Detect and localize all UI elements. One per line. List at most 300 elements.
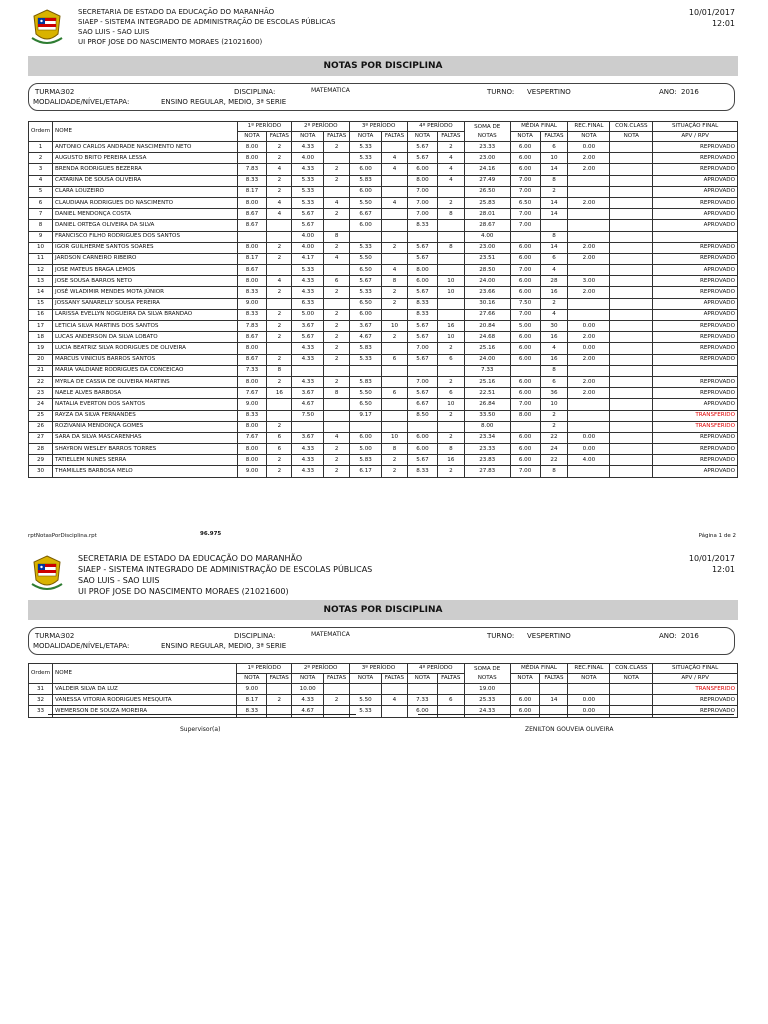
grade-cell: 2 [267,466,292,477]
grade-cell: 8.33 [237,410,267,421]
grade-cell: 2.00 [568,197,610,208]
grade-cell: 2 [267,376,292,387]
modalidade-value: ENSINO REGULAR, MEDIO, 3ª SERIE [161,642,287,650]
grade-cell: 8.17 [237,253,267,264]
grade-cell: 26.50 [464,186,510,197]
grade-cell [568,209,610,220]
grade-cell [610,410,653,421]
grade-cell: 4.00 [292,231,324,242]
grade-cell [610,209,653,220]
status-cell: TRANSFERIDO [653,684,738,695]
grade-cell: 3.67 [350,321,382,332]
grade-cell: 5.33 [292,265,324,276]
grade-cell: 2 [540,421,568,432]
class-info-box [28,83,735,111]
grade-cell: 4 [382,197,408,208]
grade-cell [408,231,438,242]
state-crest-icon [30,8,64,46]
grade-cell: 8.00 [237,276,267,287]
header-line: SIAEP - SISTEMA INTEGRADO DE ADMINISTRAÇÃO DE ESCOLAS PÚBLICAS [78,565,373,574]
report-page-2 [0,546,768,714]
grade-cell: 20 [29,354,53,365]
grade-cell: 8.67 [237,265,267,276]
status-cell: REPROVADO [653,376,738,387]
col-periodo-4: 4º PERÍODO [407,664,464,674]
report-code: 96.975 [200,531,222,537]
grade-cell: 6.00 [350,186,382,197]
grade-cell: 4.33 [292,164,324,175]
grade-cell: 6.67 [350,209,382,220]
grade-cell: 8.00 [237,343,267,354]
table-row [29,684,738,695]
student-name: IGOR GUILHERME SANTOS SOARES [53,242,237,253]
grade-cell: 23.34 [464,432,510,443]
grade-cell: 7.00 [510,209,540,220]
grade-cell: 2 [437,410,464,421]
grade-cell: 2 [437,466,464,477]
grade-cell: 4 [267,209,292,220]
grade-cell: 2 [324,332,350,343]
table-row [29,209,738,220]
print-time: 12:01 [711,565,735,574]
col-ordem: Ordem [29,122,53,142]
grade-cell: 5.83 [350,175,382,186]
col-periodo-4: 4º PERÍODO [408,122,465,132]
grade-cell: 24.33 [464,706,510,717]
grade-cell: 7.00 [510,466,540,477]
grade-cell [407,684,437,695]
grade-cell: 3.67 [292,388,324,399]
status-cell: TRANSFERIDO [653,421,738,432]
grade-cell [382,399,408,410]
grade-cell: 5.33 [350,287,382,298]
grade-cell: 5.33 [292,186,324,197]
grade-cell [610,321,653,332]
grade-cell: 5.67 [292,209,324,220]
grade-cell: 0.00 [568,444,610,455]
header-line: SAO LUIS - SAO LUIS [78,576,160,585]
ano-value: 2016 [681,632,699,640]
grade-cell: 6.00 [510,706,540,717]
grade-cell: 2 [267,175,292,186]
grade-cell [568,186,610,197]
student-name: LARISSA EVELLYN NOGUEIRA DA SILVA BRANDAO [53,309,237,320]
col-nome: NOME [53,664,237,684]
header-line: SAO LUIS - SAO LUIS [78,28,150,36]
status-cell: APROVADO [653,309,738,320]
grade-cell: 9 [29,231,53,242]
grade-cell: 5.67 [408,242,438,253]
grade-cell: 28 [29,444,53,455]
status-cell [653,231,738,242]
grade-cell: 36 [540,388,568,399]
grade-cell [610,242,653,253]
grade-cell [408,365,438,376]
grade-cell: 18 [29,332,53,343]
grade-cell: 2 [382,287,408,298]
grade-cell: 8.33 [408,298,438,309]
grade-cell: 6.00 [510,444,540,455]
grade-cell [324,399,350,410]
grade-cell: 22 [540,455,568,466]
grade-cell: 8.67 [237,332,267,343]
grade-cell [568,399,610,410]
print-date: 10/01/2017 [688,554,735,563]
grade-cell [610,684,653,695]
grade-cell: 2 [324,455,350,466]
grade-cell [437,309,464,320]
col-periodo-1: 1º PERÍODO [237,122,292,132]
table-row [29,706,738,717]
disciplina-label: DISCIPLINA: [234,632,276,640]
grade-cell: 10 [437,399,464,410]
turma-label: TURMA: [35,632,63,640]
grade-cell: 4 [540,343,568,354]
grade-cell: 3 [29,164,53,175]
table-row [29,399,738,410]
grade-cell: 24.16 [464,164,510,175]
grade-cell: 28.01 [464,209,510,220]
disciplina-label: DISCIPLINA: [234,88,276,96]
grade-cell [382,365,408,376]
grade-cell: 23.33 [464,444,510,455]
grade-cell: 5 [29,186,53,197]
grade-cell: 27.49 [464,175,510,186]
col-con-class: CON.CLASS [610,664,653,674]
grade-cell [610,253,653,264]
col-media-final: MÉDIA FINAL [510,122,568,132]
table-row [29,253,738,264]
turma-value: 302 [61,632,75,640]
grade-cell [381,684,407,695]
grade-cell: 7.00 [510,399,540,410]
grade-cell: 16 [540,332,568,343]
status-cell: REPROVADO [653,332,738,343]
grade-cell [382,253,408,264]
status-cell: APROVADO [653,265,738,276]
grade-cell: 4 [267,164,292,175]
grade-cell: 4.33 [292,343,324,354]
grade-cell: 23.00 [464,242,510,253]
grade-cell: 1 [29,142,53,153]
grade-cell: 2 [324,309,350,320]
grade-cell: 10 [437,332,464,343]
grade-cell: 13 [29,276,53,287]
grade-cell: 6.00 [350,220,382,231]
grade-cell: 4.00 [568,455,610,466]
grade-cell [292,365,324,376]
header-line: UI PROF JOSE DO NASCIMENTO MORAES (21021600) [78,587,289,596]
report-header [0,0,768,52]
turno-value: VESPERTINO [527,88,571,96]
grade-cell [568,410,610,421]
grade-cell: 28 [540,276,568,287]
grade-cell: 0.00 [568,432,610,443]
status-cell: REPROVADO [653,455,738,466]
grade-cell: 6.00 [510,695,540,706]
director-name: ZENILTON GOUVEIA OLIVEIRA [525,726,614,733]
grade-cell: 2 [267,321,292,332]
grade-cell [510,365,540,376]
grade-cell: 2.00 [568,376,610,387]
grade-cell: 2 [382,298,408,309]
status-cell: APROVADO [653,175,738,186]
grade-cell [610,298,653,309]
grade-cell: 8 [324,231,350,242]
grade-cell: 26.84 [464,399,510,410]
grade-cell: 2.00 [568,332,610,343]
grade-cell: 6.00 [510,455,540,466]
grade-cell: 4.33 [292,142,324,153]
grade-cell [610,142,653,153]
grade-cell [437,265,464,276]
grade-cell: 4.33 [292,354,324,365]
grade-cell [324,410,350,421]
grade-cell: 6 [437,695,464,706]
student-name: JOSÉ WLADIMIR MENDES MOTA JÚNIOR [53,287,237,298]
grade-cell: 2.00 [568,253,610,264]
status-cell: REPROVADO [653,432,738,443]
status-cell: REPROVADO [653,354,738,365]
grade-cell: 16 [267,388,292,399]
grade-cell: 2.00 [568,388,610,399]
grade-cell [324,365,350,376]
grade-cell [382,209,408,220]
grade-cell: 29 [29,455,53,466]
grade-cell: 7.67 [237,388,267,399]
grade-cell: 5.83 [350,376,382,387]
grade-cell: 8.00 [408,175,438,186]
grade-cell [610,231,653,242]
grade-cell: 6.50 [510,197,540,208]
grade-cell [568,365,610,376]
grade-cell [437,220,464,231]
grade-cell: 8.00 [237,242,267,253]
modalidade-value: ENSINO REGULAR, MEDIO, 3ª SERIE [161,98,287,106]
col-soma: SOMA DE NOTAS [464,664,510,684]
grade-cell: 8.33 [237,175,267,186]
grade-cell: 8.67 [237,354,267,365]
student-name: DANIEL ORTEGA OLIVEIRA DA SILVA [53,220,237,231]
grade-cell: 5.67 [408,321,438,332]
table-row [29,175,738,186]
grade-cell: 7 [29,209,53,220]
table-row [29,421,738,432]
grade-cell: 5.50 [350,388,382,399]
status-cell: APROVADO [653,209,738,220]
grade-cell: 9.00 [237,684,267,695]
turno-label: TURNO: [487,632,515,640]
grade-cell: 9.00 [237,298,267,309]
grade-cell [267,231,292,242]
grade-cell: 23.00 [464,153,510,164]
grade-cell: 6.00 [510,343,540,354]
grade-cell: 7.50 [292,410,324,421]
status-cell: REPROVADO [653,321,738,332]
table-row [29,186,738,197]
grade-cell: 3.00 [568,276,610,287]
grade-cell [510,421,540,432]
grade-cell: 16 [540,354,568,365]
grade-cell: 2.00 [568,287,610,298]
header-line: UI PROF JOSE DO NASCIMENTO MORAES (21021600) [78,38,263,46]
student-name: BRENDA RODRIGUES BEZERRA [53,164,237,175]
grade-cell: 5.67 [408,354,438,365]
turma-label: TURMA: [35,88,63,96]
grades-table: Ordem NOME 1º PERÍODO 2º PERÍODO 3º PERÍODO 4º PERÍODO SOMA DE NOTAS MÉDIA FINAL REC.FINAL CON.CLASS SITUAÇÃO FINAL NOTA FALTAS NOTA FALTAS NOTA FALTAS NOTA FALTAS NOTA FALTAS NOTA NOTA APV / RPV 31 VALDEIR SILVA DA LUZ 9.00 10.00 19.00 TRANSFERIDO 32 VANESSA VITORIA RODRIGUES MESQUITA 8.17 2 4.33 2 5.50 4 7.33 6 25.33 6.00 14 0.00 REPROVADO 33 WEMERSON DE SOUZA MOREIRA 8.33 4.67 5.33 6.00 24.33 6.00 0.00 REPROVADO [28,663,738,718]
grade-cell [610,287,653,298]
student-name: JOSE MATEUS BRAGA LEMOS [53,265,237,276]
table-row [29,354,738,365]
grade-cell: 19.00 [464,684,510,695]
grade-cell [382,231,408,242]
table-row [29,388,738,399]
grade-cell [381,706,407,717]
status-cell: REPROVADO [653,287,738,298]
grade-cell: 22.51 [464,388,510,399]
grade-cell: 28.67 [464,220,510,231]
grade-cell [568,298,610,309]
grade-cell: 8.50 [408,410,438,421]
grade-cell: 10 [29,242,53,253]
grade-cell [610,332,653,343]
grade-cell: 10.00 [292,684,324,695]
grade-cell: 8 [382,444,408,455]
table-row [29,343,738,354]
grade-cell: 3.67 [292,432,324,443]
grade-cell [382,421,408,432]
grade-cell: 2 [267,253,292,264]
status-cell: TRANSFERIDO [653,410,738,421]
grade-cell [437,253,464,264]
col-periodo-2: 2º PERÍODO [292,122,350,132]
table-row [29,321,738,332]
col-ordem: Ordem [29,664,53,684]
supervisor-signature-line [48,714,356,715]
grade-cell: 6.00 [408,164,438,175]
grade-cell [350,421,382,432]
grade-cell: 6 [540,142,568,153]
table-row [29,376,738,387]
student-name: AUGUSTO BRITO PEREIRA LESSA [53,153,237,164]
grade-cell: 4.67 [292,706,324,717]
grade-cell: 14 [540,242,568,253]
grade-cell: 2 [540,410,568,421]
grade-cell: 12 [29,265,53,276]
grade-cell: 2 [437,142,464,153]
grade-cell [540,684,568,695]
grade-cell: 7.33 [464,365,510,376]
grade-cell: 28.50 [464,265,510,276]
grade-cell: 7.33 [237,365,267,376]
grade-cell [610,455,653,466]
grade-cell [540,706,568,717]
status-cell: REPROVADO [653,276,738,287]
table-row [29,287,738,298]
grade-cell [568,175,610,186]
grade-cell [382,376,408,387]
grade-cell [267,684,292,695]
grade-cell: 4.00 [464,231,510,242]
grade-cell: 5.33 [292,175,324,186]
grade-cell: 5.33 [350,706,382,717]
grade-cell: 2 [267,455,292,466]
student-name: CATARINA DE SOUSA OLIVEIRA [53,175,237,186]
grade-cell: 7.33 [407,695,437,706]
grade-cell: 8.33 [408,220,438,231]
turma-value: 302 [61,88,75,96]
grade-cell: 25.33 [464,695,510,706]
grade-cell: 6 [382,388,408,399]
grade-cell: 4.33 [292,276,324,287]
grade-cell [324,298,350,309]
grade-cell: 8.00 [464,421,510,432]
grade-cell: 8.17 [237,186,267,197]
grade-cell [437,298,464,309]
grade-cell: 6.00 [408,276,438,287]
table-row [29,197,738,208]
grade-cell: 7.00 [408,197,438,208]
grade-cell: 10 [382,321,408,332]
grade-cell: 5.33 [350,153,382,164]
grade-cell: 6.00 [510,164,540,175]
table-row [29,332,738,343]
grade-cell: 8 [437,242,464,253]
student-name: DANIEL MENDONÇA COSTA [53,209,237,220]
grade-cell: 4 [29,175,53,186]
table-row [29,444,738,455]
grade-cell: 2 [267,309,292,320]
grade-cell: 2.00 [568,354,610,365]
disciplina-value: MATEMATICA [311,87,350,94]
grade-cell: 5.67 [408,332,438,343]
grade-cell: 6 [540,376,568,387]
grade-cell [610,354,653,365]
grade-cell: 6.00 [510,332,540,343]
grade-cell: 0.00 [568,142,610,153]
grade-cell: 2 [29,153,53,164]
grade-cell: 8.33 [237,706,267,717]
grade-cell: 2 [540,186,568,197]
student-name: RAYZA DA SILVA FERNANDES [53,410,237,421]
grade-cell [610,309,653,320]
grade-cell: 2 [324,343,350,354]
grade-cell: 2 [540,298,568,309]
grade-cell: 6.00 [510,253,540,264]
grade-cell: 4.00 [292,153,324,164]
student-name: LETICIA SILVA MARTINS DOS SANTOS [53,321,237,332]
grade-cell: 19 [29,343,53,354]
grade-cell: 7.00 [510,309,540,320]
grade-cell: 8 [267,365,292,376]
ano-label: ANO: [659,632,677,640]
status-cell: REPROVADO [653,142,738,153]
student-name: SHAYRON WESLEY BARROS TORRES [53,444,237,455]
grade-cell: 5.83 [350,455,382,466]
grade-cell: 2 [324,376,350,387]
grade-cell: 4 [324,197,350,208]
grade-cell: 10 [540,399,568,410]
modalidade-label: MODALIDADE/NÍVEL/ETAPA: [33,642,130,650]
student-name: LUCIA BEATRIZ SILVA RODRIGUES DE OLIVEIRA [53,343,237,354]
student-name: FRANCISCO FILHO RODRIGUES DOS SANTOS [53,231,237,242]
student-name: LUCAS ANDERSON DA SILVA LOBATO [53,332,237,343]
grade-cell: 14 [540,197,568,208]
grade-cell [382,343,408,354]
student-name: JOSE SOUSA BARROS NETO [53,276,237,287]
grade-cell: 2 [267,186,292,197]
student-name: MARCUS VINICIUS BARROS SANTOS [53,354,237,365]
